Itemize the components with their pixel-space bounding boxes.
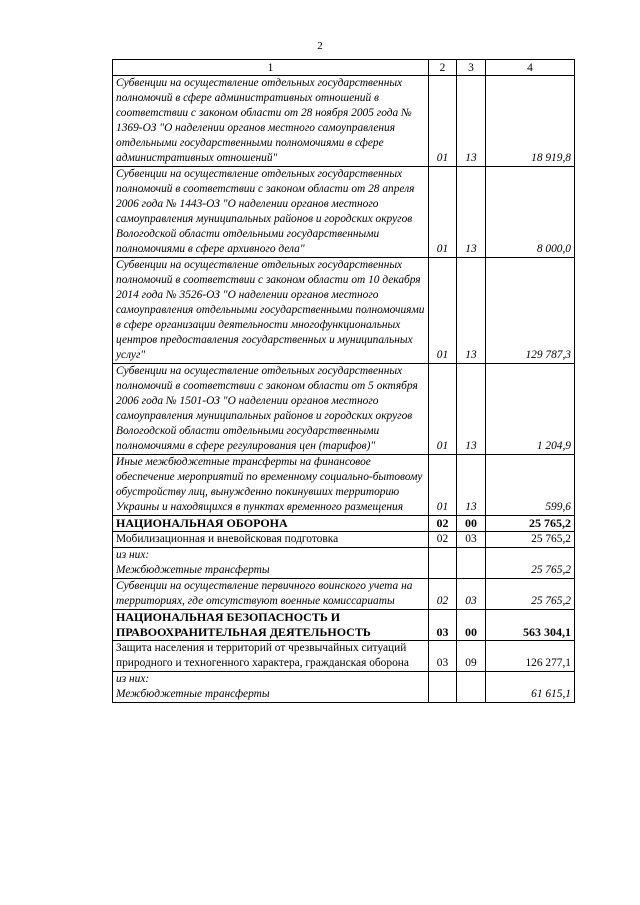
row-name: Субвенции на осуществление отдельных государственных полномочий в сфере административных отношений в соответствии с законом области от 28 ноября 2005 года № 1369-ОЗ "О наделении органов местного самоуправления отдельными государственными полномочиями в сфере административных отношений": [113, 76, 429, 167]
table-row: [113, 672, 575, 703]
table-header-row: [113, 60, 575, 76]
row-code-3: [457, 672, 486, 703]
row-code-2: [429, 672, 457, 703]
row-name: Субвенции на осуществление первичного воинского учета на территориях, где отсутствуют военные комиссариаты: [113, 579, 429, 610]
row-code-3: 03: [457, 532, 486, 548]
row-amount: 599,6: [486, 455, 575, 516]
row-code-3: 00: [457, 516, 486, 532]
row-amount: 126 277,1: [486, 641, 575, 672]
row-name: [113, 548, 429, 579]
row-amount: 25 765,2: [486, 532, 575, 548]
table-row: [113, 532, 575, 548]
column-header: 2: [429, 60, 457, 76]
row-name: Субвенции на осуществление отдельных государственных полномочий в соответствии с законом области от 5 октября 2006 года № 1501-ОЗ "О наделении органов местного самоуправления муниципальных районов и городских округов Вологодской области отдельными государственными полномочиями в сфере регулирования цен (тарифов)": [113, 364, 429, 455]
row-amount: 563 304,1: [486, 610, 575, 641]
column-header: 3: [457, 60, 486, 76]
row-code-3: 13: [457, 364, 486, 455]
table-row: [113, 364, 575, 455]
row-code-3: 13: [457, 258, 486, 364]
row-code-2: [429, 548, 457, 579]
row-code-2: 01: [429, 167, 457, 258]
budget-table: [112, 59, 575, 703]
row-code-2: 01: [429, 258, 457, 364]
row-name: Мобилизационная и вневойсковая подготовка: [113, 532, 429, 548]
column-header: 1: [113, 60, 429, 76]
row-code-3: 13: [457, 167, 486, 258]
row-code-3: 03: [457, 579, 486, 610]
table-row: [113, 579, 575, 610]
table-row: [113, 548, 575, 579]
row-name: Защита населения и территорий от чрезвычайных ситуаций природного и техногенного характера, гражданская оборона: [113, 641, 429, 672]
section-row: [113, 516, 575, 532]
row-code-3: 09: [457, 641, 486, 672]
row-code-3: [457, 548, 486, 579]
table-row: [113, 76, 575, 167]
row-amount: 25 765,2: [486, 516, 575, 532]
row-code-2: 02: [429, 532, 457, 548]
row-amount: 129 787,3: [486, 258, 575, 364]
row-note: из них:: [116, 549, 150, 561]
row-code-2: 03: [429, 641, 457, 672]
section-row: [113, 610, 575, 641]
row-amount: 25 765,2: [486, 548, 575, 579]
row-amount: 8 000,0: [486, 167, 575, 258]
row-code-2: 02: [429, 516, 457, 532]
row-amount: 18 919,8: [486, 76, 575, 167]
row-amount: 25 765,2: [486, 579, 575, 610]
row-amount: 61 615,1: [486, 672, 575, 703]
row-amount: 1 204,9: [486, 364, 575, 455]
row-name: Субвенции на осуществление отдельных государственных полномочий в соответствии с законом области от 10 декабря 2014 года № 3526-ОЗ "О наделении органов местного самоуправления отдельными государственными полномочиями в сфере организации деятельности многофункциональных центров предоставления государственных и муниципальных услуг": [113, 258, 429, 364]
row-code-3: 00: [457, 610, 486, 641]
table-row: [113, 455, 575, 516]
row-code-3: 13: [457, 455, 486, 516]
table-row: [113, 258, 575, 364]
row-code-2: 02: [429, 579, 457, 610]
row-name: Иные межбюджетные трансферты на финансовое обеспечение мероприятий по временному социально-бытовому обустройству лиц, вынужденно покинувших территорию Украины и находящихся в пунктах временного размещения: [113, 455, 429, 516]
row-code-2: 01: [429, 455, 457, 516]
row-code-3: 13: [457, 76, 486, 167]
page-number: 2: [317, 40, 323, 52]
table-row: [113, 167, 575, 258]
row-name: Субвенции на осуществление отдельных государственных полномочий в соответствии с законом области от 28 апреля 2006 года № 1443-ОЗ "О наделении органов местного самоуправления муниципальных районов и городских округов Вологодской области отдельными государственными полномочиями в сфере архивного дела": [113, 167, 429, 258]
row-code-2: 01: [429, 364, 457, 455]
row-note: из них:: [116, 673, 150, 685]
table-row: [113, 641, 575, 672]
section-title: НАЦИОНАЛЬНАЯ ОБОРОНА: [113, 516, 429, 532]
row-name: [113, 672, 429, 703]
column-header: 4: [486, 60, 575, 76]
section-title: НАЦИОНАЛЬНАЯ БЕЗОПАСНОСТЬ И ПРАВООХРАНИТЕЛЬНАЯ ДЕЯТЕЛЬНОСТЬ: [113, 610, 429, 641]
row-subname: Межбюджетные трансферты: [116, 688, 270, 700]
row-code-2: 01: [429, 76, 457, 167]
row-code-2: 03: [429, 610, 457, 641]
row-subname: Межбюджетные трансферты: [116, 564, 270, 576]
